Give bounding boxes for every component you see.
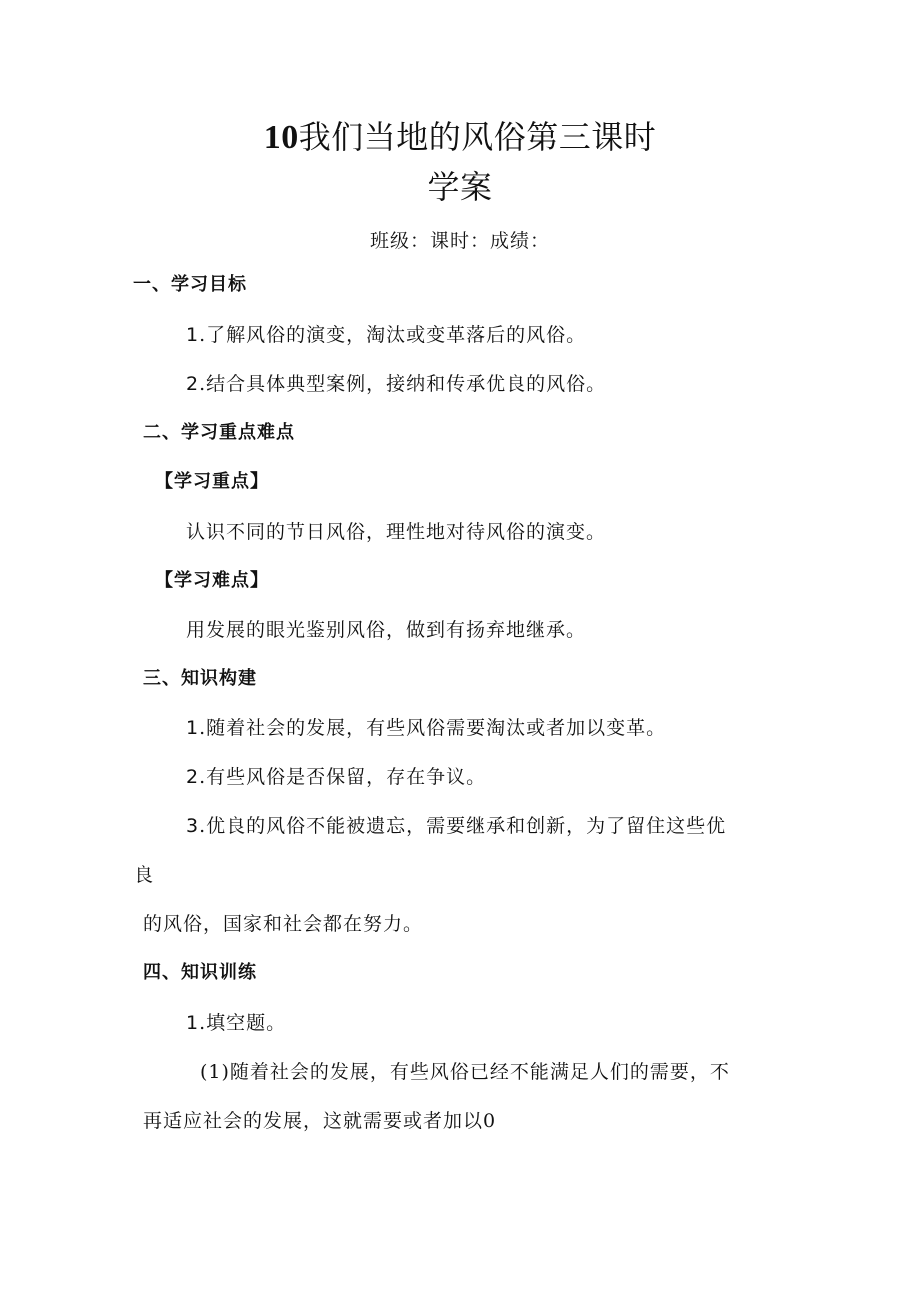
info-line: 班级：课时：成绩： [369, 230, 550, 252]
knowledge-item-1 [186, 713, 666, 740]
item-text: .优良的风俗不能被遗忘，需要继承和创新，为了留住这些优 [199, 815, 727, 837]
objective-item-1 [186, 320, 586, 347]
title-text: 我们当地的风俗第三课时 [298, 118, 657, 156]
title-number: 10 [263, 119, 299, 156]
section-heading-key-points: 二、学习重点难点 [143, 422, 295, 443]
item-number: 3 [186, 815, 200, 837]
item-text: .有些风俗是否保留，存在争议。 [199, 766, 487, 788]
item-number: 2 [186, 766, 200, 788]
question-1-line-2: 再适应社会的发展，这就需要或者加以0 [143, 1110, 497, 1132]
difficulty-text: 用发展的眼光鉴别风俗，做到有扬弃地继承。 [186, 619, 587, 641]
section-heading-exercises: 四、知识训练 [143, 962, 257, 983]
item-number: 1 [186, 324, 200, 346]
knowledge-item-3-wrap-2: 的风俗，国家和社会都在努力。 [143, 913, 424, 935]
key-point-text: 认识不同的节日风俗，理性地对待风俗的演变。 [186, 521, 607, 543]
item-number: 1 [186, 717, 200, 739]
item-text: .填空题。 [199, 1012, 287, 1034]
difficulty-label: 【学习难点】 [155, 570, 269, 591]
question-1-line-1: (1)随着社会的发展，有些风俗已经不能满足人们的需要，不 [200, 1061, 730, 1083]
item-text: .了解风俗的演变，淘汰或变革落后的风俗。 [199, 324, 587, 346]
item-number: 2 [186, 373, 200, 395]
section-heading-knowledge: 三、知识构建 [143, 668, 257, 689]
page-subtitle: 学案 [427, 168, 493, 206]
knowledge-item-2 [186, 762, 486, 789]
item-text: .随着社会的发展，有些风俗需要淘汰或者加以变革。 [199, 717, 667, 739]
exercise-item-1 [186, 1008, 286, 1035]
knowledge-item-3-wrap-1: 良 [134, 864, 155, 886]
objective-item-2 [186, 369, 606, 396]
section-heading-objectives: 一、学习目标 [133, 274, 247, 295]
page-title [0, 112, 920, 158]
item-number: 1 [186, 1012, 200, 1034]
item-text: .结合具体典型案例，接纳和传承优良的风俗。 [199, 373, 607, 395]
knowledge-item-3 [186, 811, 726, 838]
key-point-label: 【学习重点】 [155, 471, 269, 492]
